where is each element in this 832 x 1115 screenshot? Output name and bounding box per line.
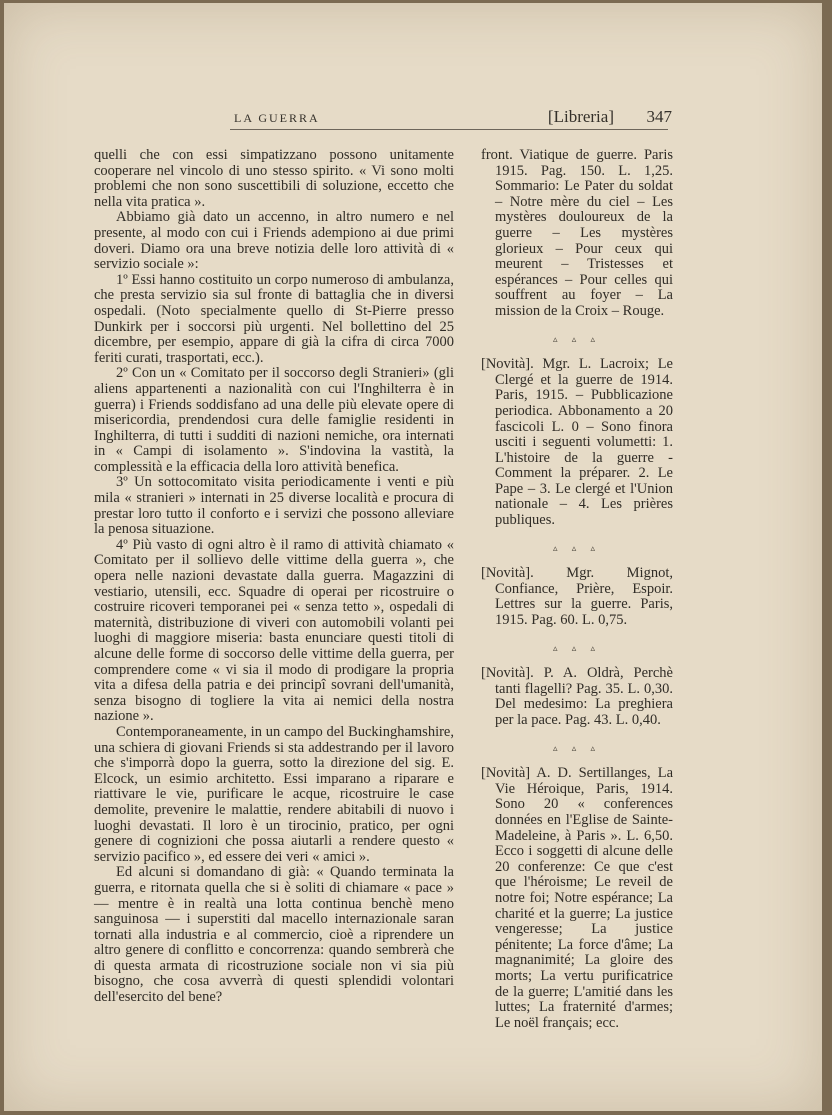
section-divider: ▵ ▵ ▵ bbox=[552, 542, 602, 553]
paragraph: quelli che con essi simpatizzano possono unitamente cooperare nel vincolo di uno stesso spirito. « Vi sono molti problemi che non sono suscettibili di soluzione, eccetto che nella vita pratica ». bbox=[94, 147, 454, 210]
bibliography-entry: [Novità] A. D. Sertillanges, La Vie Héroique, Paris, 1914. Sono 20 « conferences données en l'Eglise de Sainte-Madeleine, à Paris ». L. 6,50. Ecco i soggetti di alcune delle 20 conferenze: Ce que c'est que l'héroisme; Le reveil de notre foi; Notre espérance; La charité et la guerre; La justice vengeresse; La justice pénitente; La force d'âme; La magnanimité; La gloire des morts; La vertu purificatrice de la guerre; L'amitié dans les luttes; La fraternité d'armes; Le noël français; ecc. bbox=[481, 765, 673, 1031]
paragraph: 3º Un sottocomitato visita periodicamente i venti e più mila « stranieri » internati in 25 diverse località e procura di prestar loro tutto il conforto e i servizi che possono alleviare la penosa situazione. bbox=[94, 474, 454, 538]
section-divider: ▵ ▵ ▵ bbox=[552, 642, 602, 653]
page-number: 347 bbox=[646, 107, 672, 126]
bibliography-entry: [Novità]. P. A. Oldrà, Perchè tanti flagelli? Pag. 35. L. 0,30. Del medesimo: La preghiera per la pace. Pag. 43. L. 0,40. bbox=[481, 665, 673, 728]
running-title: LA GUERRA bbox=[234, 111, 320, 125]
section-divider: ▵ ▵ ▵ bbox=[552, 742, 602, 753]
bibliography-entry: [Novità]. Mgr. Mignot, Confiance, Prière, Espoir. Lettres sur la guerre. Paris, 1915. Pag. 60. L. 0,75. bbox=[481, 565, 673, 629]
bibliography-entry: front. Viatique de guerre. Paris 1915. Pag. 150. L. 1,25. Sommario: Le Pater du soldat – Notre mère du ciel – Les mystères douloureux de la guerre – Les mystères glorieux – Pour ceux qui meurent – Tristesses et espérances – Pour celles qui souffrent au foyer – La mission de la Croix – Rouge. bbox=[481, 147, 673, 319]
paragraph: 4º Più vasto di ogni altro è il ramo di attività chiamato « Comitato per il sollievo delle vittime della guerra », che opera nelle nazioni devastate dalla guerra. Magazzini di vestiario, utensili, ecc. Squadre di operai per ricostruire o costruire ricoveri temporanei pei « senza tetto », ospedali di maternità, distribuzione di viveri con automobili volanti pei luoghi di maggiore miseria: basta enunciare questi titoli di alcune delle forme di soccorso delle vittime della guerra, per comprendere come « vi sia il modo di prodigare la propria vita a difesa della patria e dei principî sovrani dell'umanità, senza bisogno di togliere la vita ai nemici della nostra nazione ». bbox=[94, 536, 454, 725]
right-column bbox=[481, 148, 673, 1031]
section-label: [Libreria] bbox=[547, 107, 614, 126]
header-rule bbox=[230, 129, 668, 130]
paragraph: Contemporaneamente, in un campo del Buckinghamshire, una schiera di giovani Friends si sta addestrando per il lavoro che s'imporrà dopo la guerra, sotto la direzione del sig. E. Elcock, un esimio architetto. Essi imparano a riparare e riattivare le vie, purificare le acque, ricostruire le case demolite, prevenire le malattie, rendere abitabili di nuovo i luoghi devastati. Il loro è un tirocinio, pratico, per ogni genere di cognizioni che possa aiutarli a rendere questo « servizio pacifico », ed essere dei veri « amici ». bbox=[94, 723, 454, 865]
section-divider: ▵ ▵ ▵ bbox=[552, 333, 602, 344]
paragraph: Abbiamo già dato un accenno, in altro numero e nel presente, al modo con cui i Friends adempiono ai due primi doveri. Diamo ora una breve notizia delle loro attività di « servizio sociale »: bbox=[94, 209, 454, 273]
bibliography-entry: [Novità]. Mgr. L. Lacroix; Le Clergé et la guerre de 1914. Paris, 1915. – Pubblicazione periodica. Abbonamento a 20 fascicoli L. 0 – Sono finora usciti i seguenti volumetti: 1. L'histoire de la guerre - Comment la préparer. 2. Le Pape – 3. Le clergé et l'Union nationale – 4. Les prières publiques. bbox=[481, 356, 673, 529]
left-column bbox=[94, 148, 454, 1006]
paragraph: 2º Con un « Comitato per il soccorso degli Stranieri» (gli aliens appartenenti a nazionalità con cui l'Inghilterra è in guerra) i Friends soddisfano ad una delle più elevate opere di misericordia, prendendosi cura delle famiglie residenti in Inghilterra, di tutti i sudditi di nazioni nemiche, ora internati in « Campi di isolamento ». S'indovina la vastità, la complessità e la efficacia della loro attività benefica. bbox=[94, 365, 454, 475]
paragraph: 1º Essi hanno costituito un corpo numeroso di ambulanza, che presta servizio sia sul fronte di battaglia che in diversi ospedali. (Noto specialmente quello di St-Pierre presso Dunkirk per i soccorsi più urgenti. Nel bollettino del 25 dicembre, per esempio, appare di già la cifra di circa 7000 feriti curati, trasportati, ecc.). bbox=[94, 271, 454, 366]
paragraph: Ed alcuni si domandano di già: « Quando terminata la guerra, e ritornata quella che si è soliti di chiamare « pace » — mentre è in realtà una lotta continua benchè meno sanguinosa — i superstiti dal macello internazionale saran tornati alla industria e al commercio, cioè a riprendere un altro genere di conflitto e concorrenza: quando sembrerà che di questa armata di ricostruzione sociale non vi sia più bisogno, che cosa avverrà di questi splendidi volontari dell'esercito del bene? bbox=[94, 864, 454, 1006]
